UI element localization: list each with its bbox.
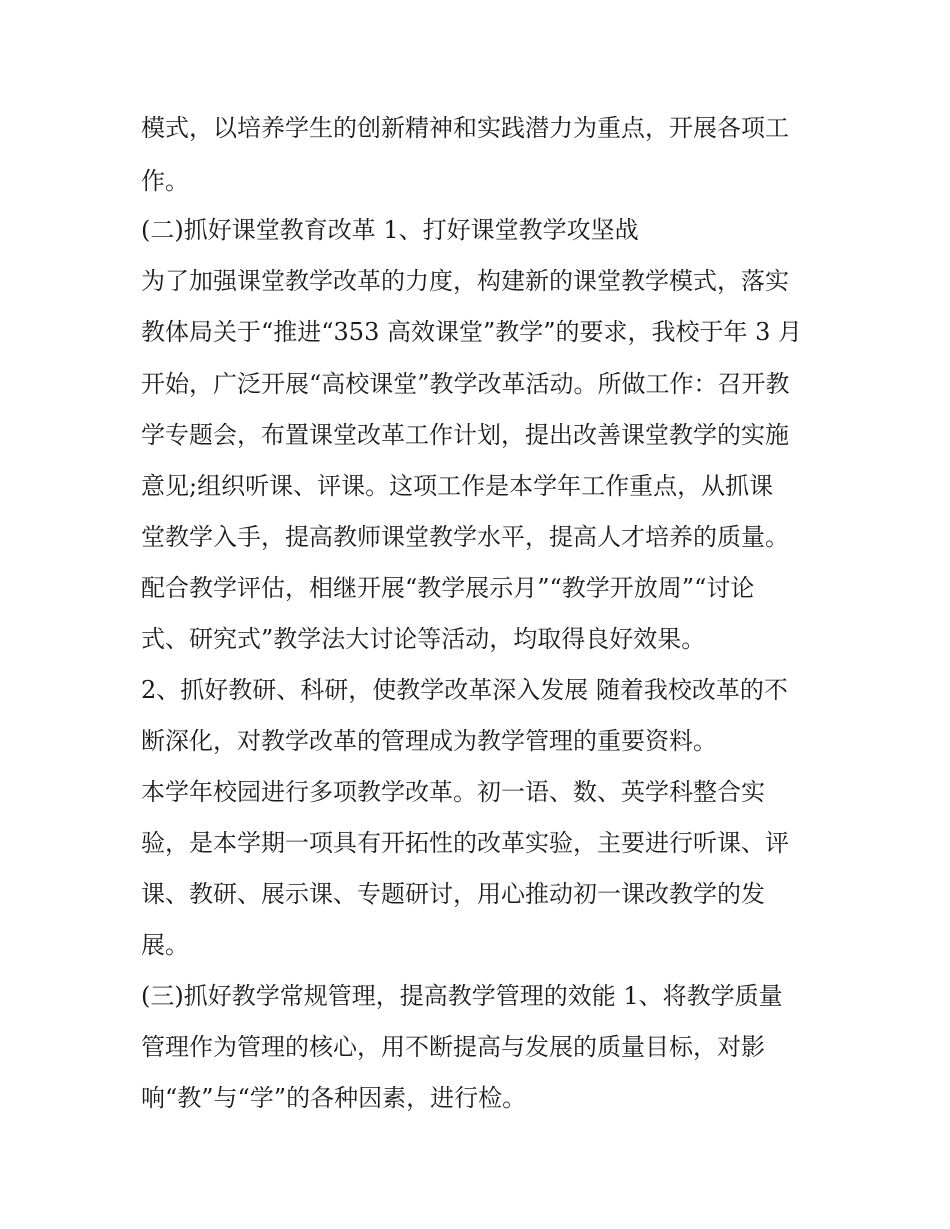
text-line: 本学年校园进行多项教学改革。初一语、数、英学科整合实	[141, 778, 765, 806]
text-line: 断深化，对教学改革的管理成为教学管理的重要资料。	[141, 727, 717, 755]
text-line: 学专题会，布置课堂改革工作计划，提出改善课堂教学的实施	[141, 421, 789, 449]
text-line: 意见;组织听课、评课。这项工作是本学年工作重点，从抓课	[141, 472, 774, 500]
text-line: 堂教学入手，提高教师课堂教学水平，提高人才培养的质量。	[141, 523, 789, 551]
text-line: 教体局关于“推进“353 高效课堂”教学”的要求，我校于年 3 月	[141, 318, 803, 346]
text-line: (三)抓好教学常规管理，提高教学管理的效能 1、将教学质量	[141, 982, 783, 1010]
text-line: 式、研究式”教学法大讨论等活动，均取得良好效果。	[141, 625, 706, 653]
text-line: (二)抓好课堂教育改革 1、打好课堂教学攻坚战	[141, 216, 639, 244]
text-line: 2、抓好教研、科研，使教学改革深入发展 随着我校改革的不	[141, 676, 788, 704]
text-line: 展。	[141, 931, 189, 959]
text-line: 模式，以培养学生的创新精神和实践潜力为重点，开展各项工	[141, 114, 789, 142]
text-line: 验，是本学期一项具有开拓性的改革实验，主要进行听课、评	[141, 829, 789, 857]
text-line: 课、教研、展示课、专题研讨，用心推动初一课改教学的发	[141, 880, 765, 908]
text-line: 响“教”与“学”的各种因素，进行检。	[141, 1084, 527, 1112]
text-line: 管理作为管理的核心，用不断提高与发展的质量目标，对影	[141, 1033, 765, 1061]
text-line: 为了加强课堂教学改革的力度，构建新的课堂教学模式，落实	[141, 267, 789, 295]
text-line: 开始，广泛开展“高校课堂”教学改革活动。所做工作：召开教	[141, 370, 790, 398]
text-line: 作。	[141, 167, 189, 195]
text-line: 配合教学评估，相继开展“教学展示月”“教学开放周”“讨论	[141, 574, 755, 602]
